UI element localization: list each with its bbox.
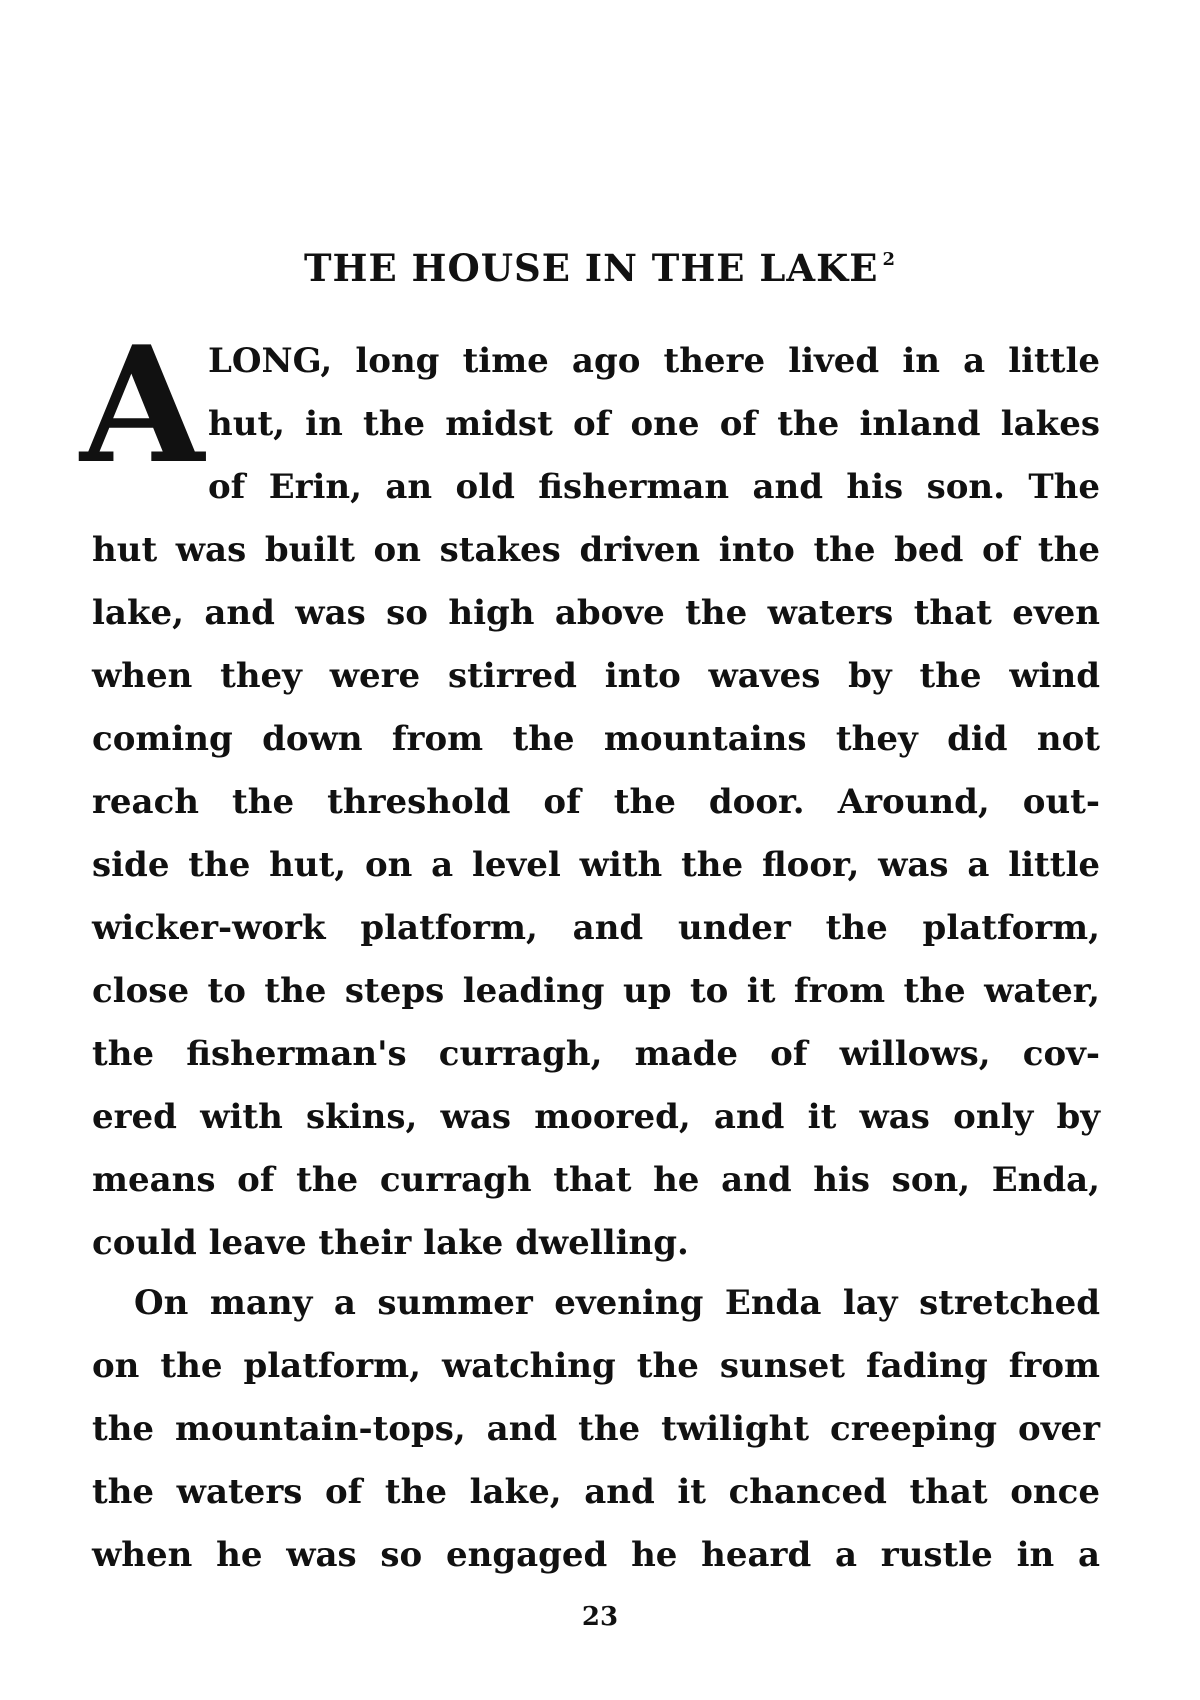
text-line: of Erin, an old fisherman and his son. The: [208, 467, 1100, 507]
text-line: reach the threshold of the door. Around, out-: [92, 782, 1100, 822]
text-line: wicker-work platform, and under the platform,: [92, 908, 1100, 948]
text-line: when they were stirred into waves by the wind: [92, 656, 1100, 696]
text-line: close to the steps leading up to it from the water,: [92, 971, 1100, 1011]
text-line: the mountain-tops, and the twilight creeping over: [92, 1409, 1100, 1449]
paragraph-2: [92, 1272, 1100, 1587]
text-line: when he was so engaged he heard a rustle in a: [92, 1535, 1100, 1575]
text-line: on the platform, watching the sunset fading from: [92, 1346, 1100, 1386]
text-line: coming down from the mountains they did not: [92, 719, 1100, 759]
text-line: the fisherman's curragh, made of willows, cov-: [92, 1034, 1100, 1074]
chapter-title: [0, 236, 1200, 292]
drop-cap: A: [80, 311, 205, 499]
text-line: hut was built on stakes driven into the bed of the: [92, 530, 1100, 570]
text-line: hut, in the midst of one of the inland lakes: [208, 404, 1100, 444]
text-line: LONG, long time ago there lived in a little: [208, 341, 1100, 381]
text-line: lake, and was so high above the waters that even: [92, 593, 1100, 633]
text-line: means of the curragh that he and his son, Enda,: [92, 1160, 1100, 1200]
drop-cap-lines: [208, 330, 1100, 519]
text-line: ered with skins, was moored, and it was only by: [92, 1097, 1100, 1137]
text-line: the waters of the lake, and it chanced that once: [92, 1472, 1100, 1512]
footnote-marker: 2: [882, 249, 897, 270]
page-number: 23: [581, 1602, 619, 1632]
paragraph-1-body: [92, 519, 1100, 1275]
text-line: side the hut, on a level with the floor, was a little: [92, 845, 1100, 885]
chapter-title-text: THE HOUSE IN THE LAKE: [303, 246, 879, 290]
text-line: could leave their lake dwelling.: [92, 1223, 689, 1263]
text-line: On many a summer evening Enda lay stretched: [134, 1283, 1100, 1323]
